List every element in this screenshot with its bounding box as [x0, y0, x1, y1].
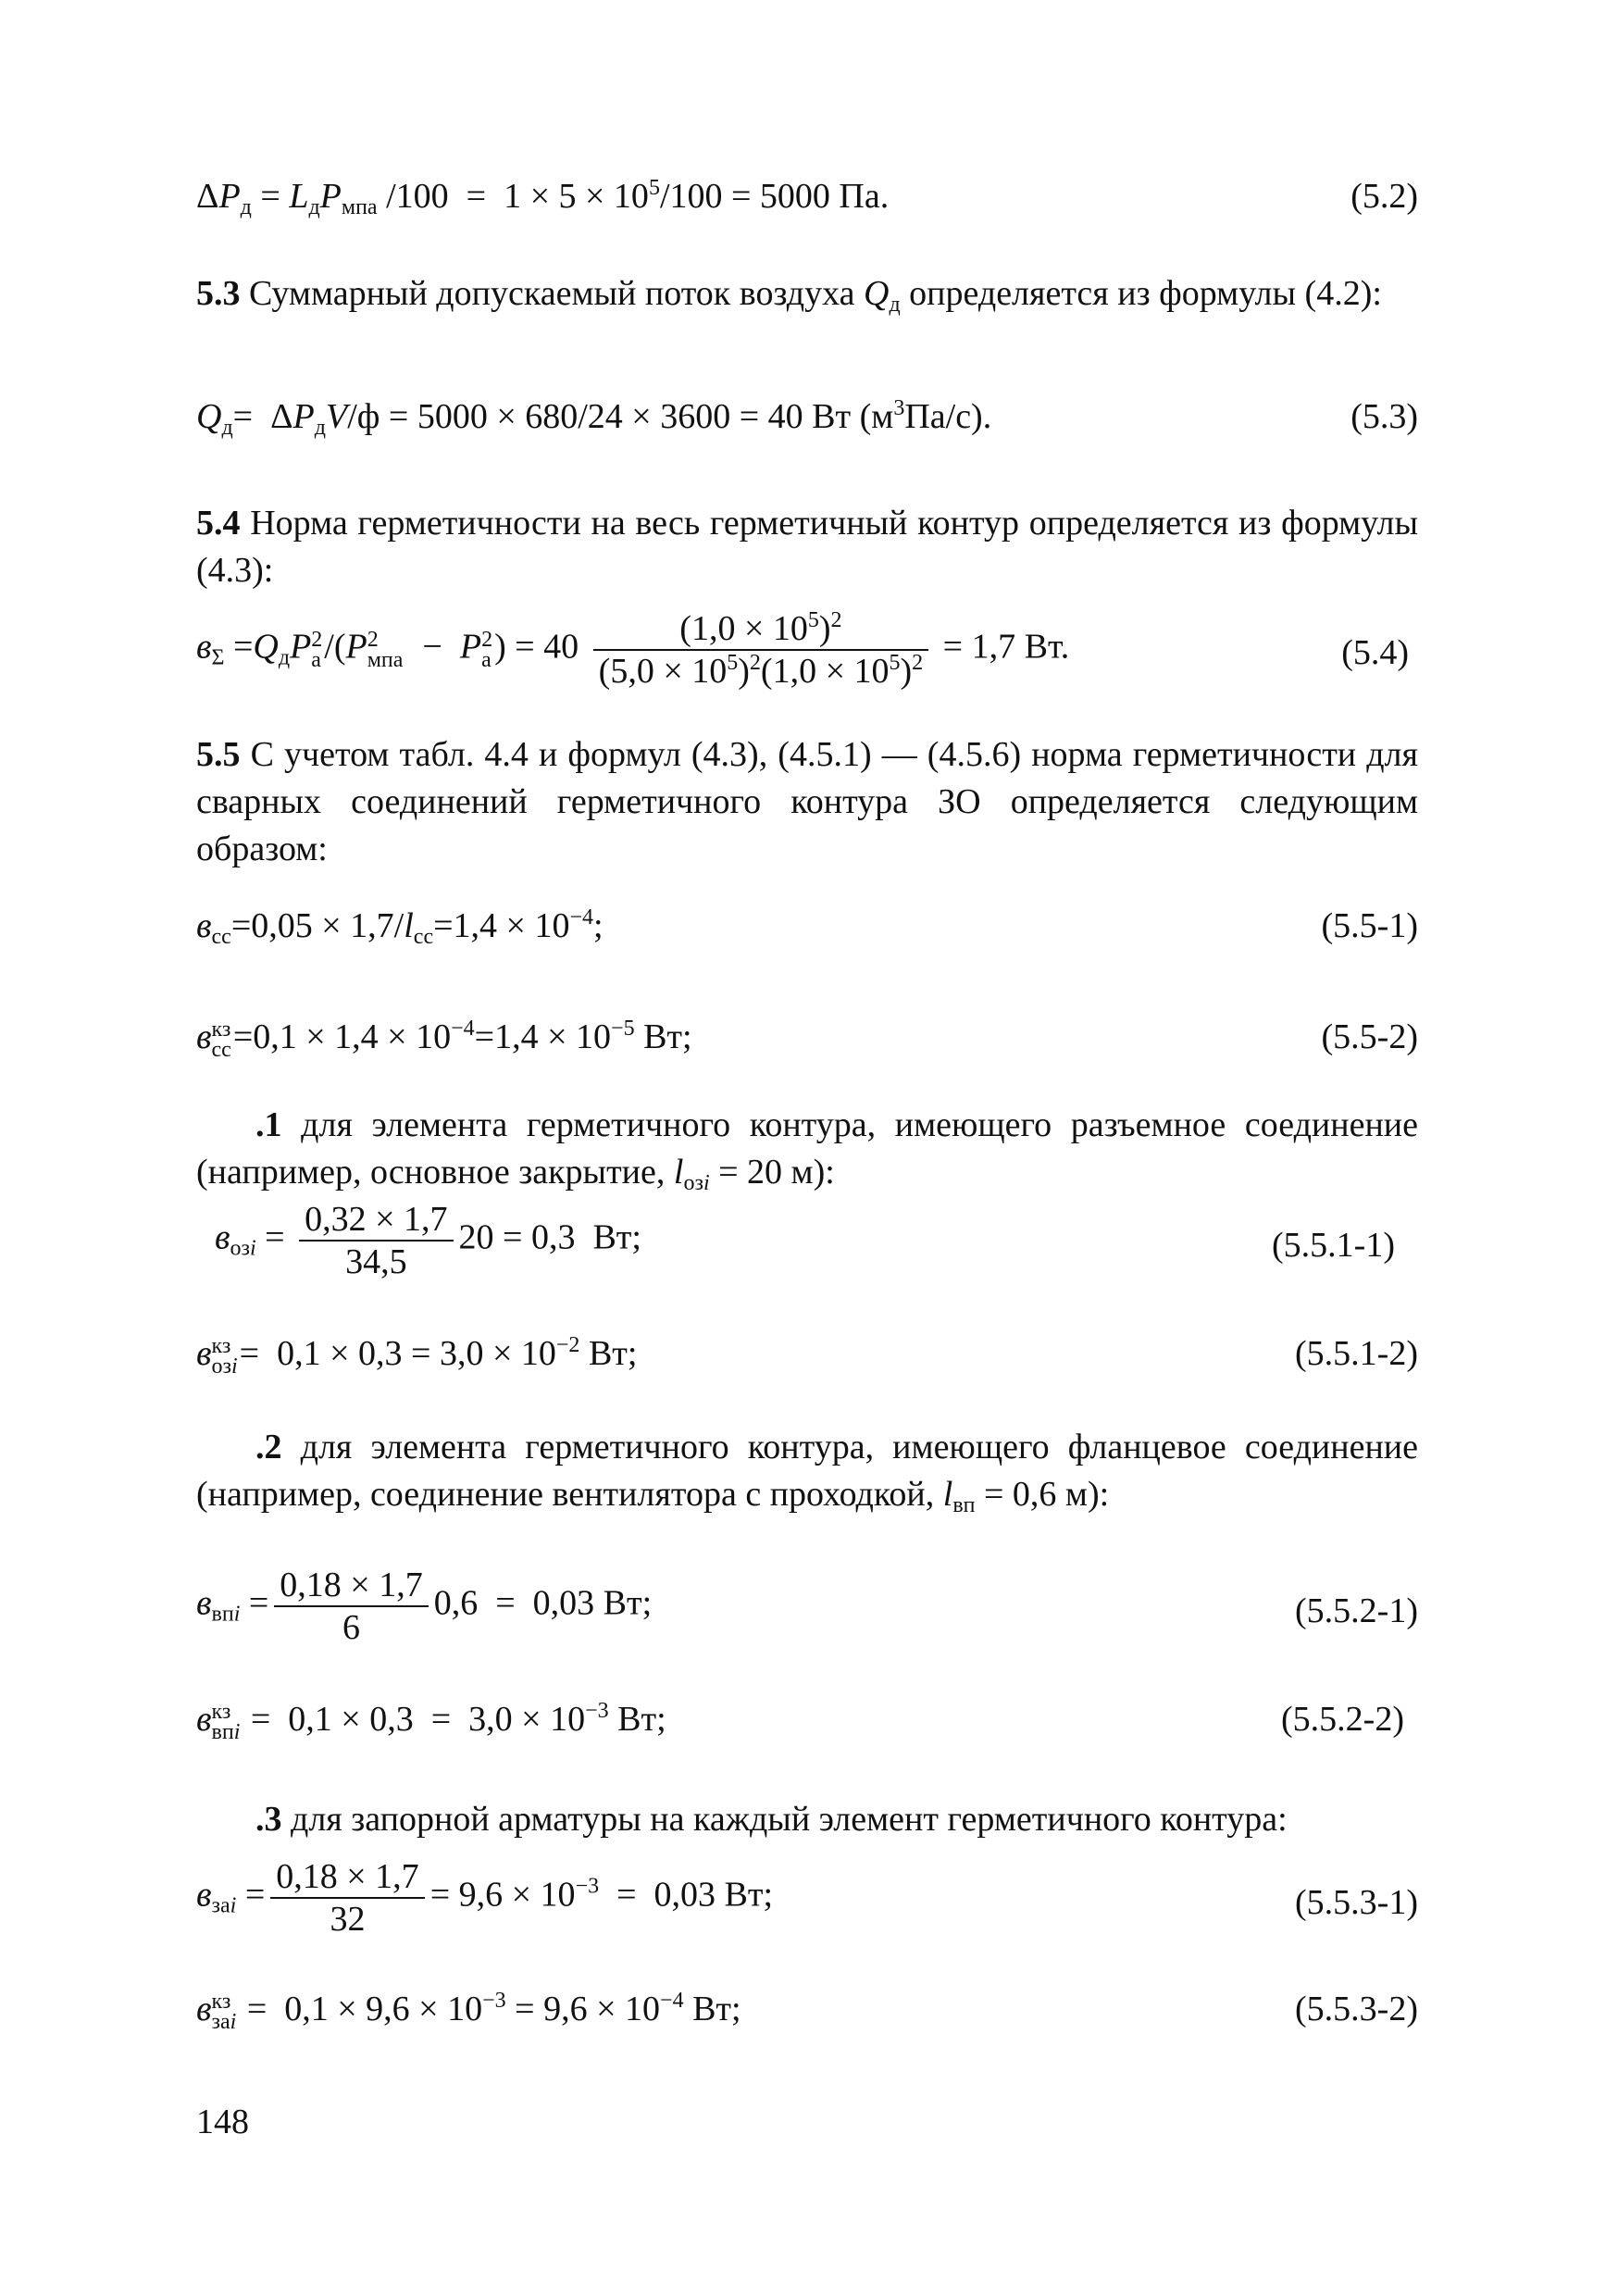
equation-5-5-1-2: [196, 1333, 1418, 1389]
equation-number: (5.5-1): [1321, 906, 1418, 945]
equation-5-3: [196, 396, 1418, 452]
variable: l: [942, 1475, 953, 1514]
paragraph-text: определяется из формулы (4.2):: [909, 274, 1382, 313]
equation-body: $\Delta P_д = L_дP_{мпа}$ $/100 = 1 \times 5 \times 10^5/100 = 5000$ Па.: [196, 176, 890, 219]
item-2: [196, 1424, 1418, 1518]
subscript: д: [889, 293, 901, 317]
equation-number: (5.5.2-1): [1295, 1591, 1418, 1630]
equation-body: $в_\Sigma =Q_дP$ 2 а /(P 2 мпа − P 2 а ) = 40 $\frac{(1,0 \times 10^5)^2}{(5,0 \times 10^5)^2(1,0 \times 10^5)^2}$ = 1,7 Вт.: [196, 608, 1070, 691]
equation-5-5-1-1: [196, 1199, 1418, 1292]
equation-number: (5.2): [1350, 177, 1418, 216]
equation-number: (5.5.3-1): [1295, 1883, 1418, 1922]
equation-5-5-1: [196, 905, 1418, 961]
equation-body: в кз впi = $0,1 \times 0,3 = 3,0 \times 10^{-3}$ Вт;: [196, 1699, 666, 1745]
fraction: $\frac{0,32 \times 1,7}{34,5}$: [299, 1199, 453, 1282]
fraction: $\frac{0,18 \times 1,7}{6}$: [274, 1565, 428, 1648]
equation-number: (5.5-2): [1321, 1017, 1418, 1056]
equation-5-5-2-1: [196, 1565, 1418, 1657]
equation-5-5-3-1: [196, 1856, 1418, 1949]
paragraph-5-3: [196, 270, 1418, 318]
equation-body: $в_{сс}=0,05 \times 1,7/l_{сс}=1,4 \times 10^{-4}$;: [196, 905, 604, 949]
equation-number: (5.5.1-2): [1295, 1334, 1418, 1373]
paragraph-5-5: [196, 731, 1418, 873]
variable: l: [673, 1153, 684, 1192]
paragraph-text: Норма герметичности на весь герметичный контур определяется из формулы (4.3):: [196, 504, 1419, 590]
item-number: .2: [255, 1428, 282, 1466]
equation-5-5-3-2: [196, 1989, 1418, 2044]
fraction: $\frac{0,18 \times 1,7}{32}$: [270, 1856, 424, 1940]
page-number: 148: [196, 2103, 249, 2141]
section-number: 5.3: [196, 274, 241, 313]
section-number: 5.5: [196, 735, 241, 774]
item-number: .1: [255, 1105, 282, 1144]
equation-body: в кз заi = $0,1 \times 9,6 \times 10^{-3} = 9,6 \times 10^{-4}$ Вт;: [196, 1989, 741, 2035]
subscript: вп: [952, 1493, 976, 1517]
section-number: 5.4: [196, 504, 241, 543]
item-number: .3: [255, 1800, 282, 1839]
paragraph-text: для элемента герметичного контура, имеющего фланцевое соединение (например, соединение вентилятора с проходкой,: [196, 1428, 1418, 1514]
equation-number: (5.5.1-1): [1272, 1226, 1395, 1265]
paragraph-5-4: [196, 500, 1418, 594]
equation-5-4: [196, 606, 1418, 699]
equation-body: $в_{впi}$ = $\frac{0,18 \times 1,7}{6}$ 0,6 = 0,03 Вт;: [196, 1566, 653, 1647]
equation-body: $в_{озi}$ = $\frac{0,32 \times 1,7}{34,5}$ 20 = 0,3 Вт;: [215, 1200, 641, 1281]
fraction: $\frac{(1,0 \times 10^5)^2}{(5,0 \times 10^5)^2(1,0 \times 10^5)^2}$: [593, 608, 929, 692]
item-1: [196, 1102, 1418, 1196]
subscript: оз: [683, 1171, 703, 1195]
equation-body: $Q_д= \Delta P_дV/ф = 5000 \times 680/24 \times 3600 = 40$ Вт $(м^3Па/с)$.: [196, 396, 992, 440]
equation-number: (5.3): [1350, 397, 1418, 436]
paragraph-text: = 0,6 м):: [984, 1475, 1110, 1514]
equation-5-5-2-2: [196, 1699, 1418, 1754]
equation-body: в кз озi = $0,1 \times 0,3 = 3,0 \times 10^{-2}$ Вт;: [196, 1333, 638, 1379]
paragraph-text: = 20 м):: [718, 1153, 835, 1192]
equation-5-2: [196, 176, 1418, 231]
paragraph-text: для запорной арматуры на каждый элемент герметичного контура:: [291, 1800, 1288, 1839]
item-3: [196, 1796, 1418, 1843]
subscript-index: i: [703, 1171, 710, 1195]
paragraph-text: для элемента герметичного контура, имеющего разъемное соединение (например, основное закрытие,: [196, 1105, 1418, 1192]
equation-number: (5.5.3-2): [1295, 1990, 1418, 2028]
paragraph-text: С учетом табл. 4.4 и формул (4.3), (4.5.1) — (4.5.6) норма герметичности для сварных соединений герметичного контура ЗО определяется следующим образом:: [196, 735, 1419, 868]
equation-number: (5.4): [1341, 633, 1409, 672]
equation-body: $в_{заi}$ = $\frac{0,18 \times 1,7}{32}$ = $9,6 \times 10^{-3} = 0,03$ Вт;: [196, 1857, 774, 1939]
equation-5-5-2: [196, 1017, 1418, 1072]
variable: Q: [863, 274, 890, 313]
equation-body: в кз сс $=0,1 \times 1,4 \times 10^{-4}=1,4 \times 10^{-5}$ Вт;: [196, 1017, 692, 1063]
equation-number: (5.5.2-2): [1281, 1700, 1404, 1739]
paragraph-text: Суммарный допускаемый поток воздуха: [249, 274, 855, 313]
